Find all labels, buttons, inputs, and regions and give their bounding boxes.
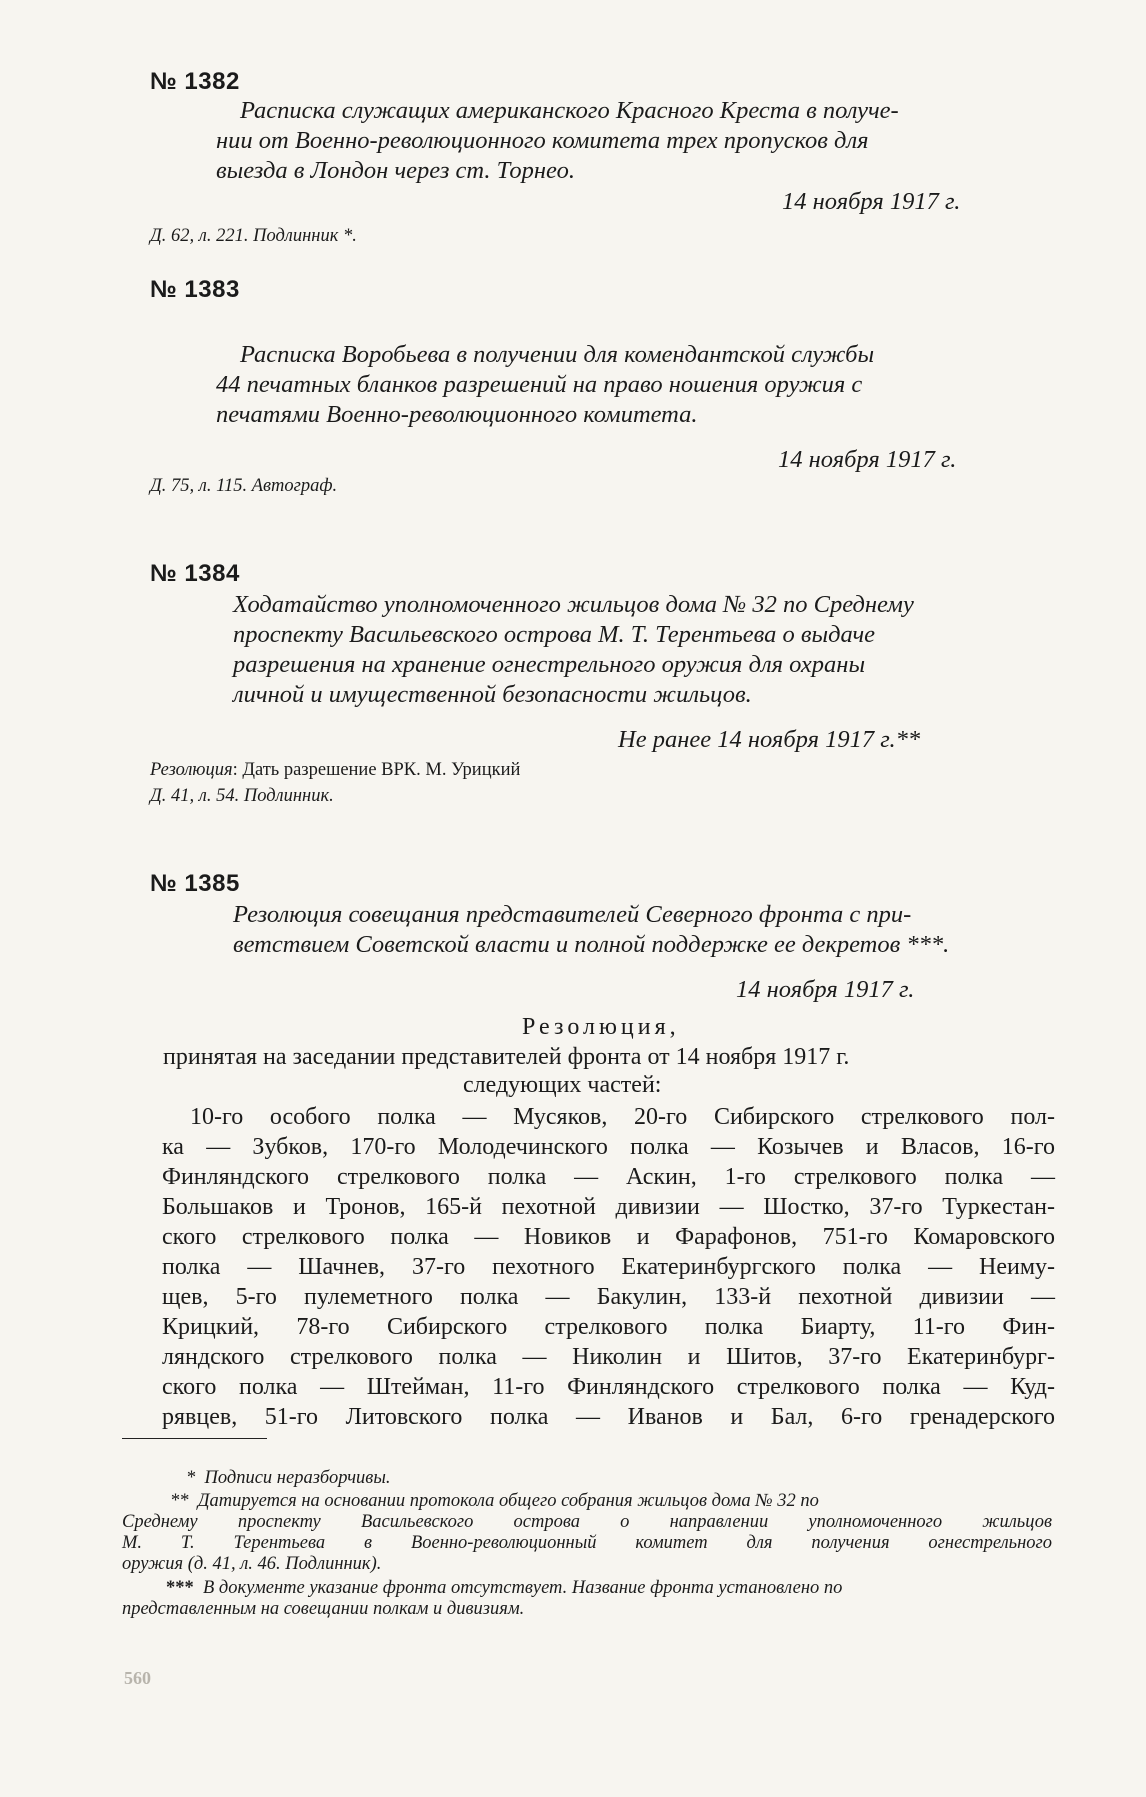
doc-1382-archive-ref: Д. 62, л. 221. Подлинник *. bbox=[150, 226, 357, 246]
doc-1384-archive-ref: Д. 41, л. 54. Подлинник. bbox=[150, 786, 334, 806]
footnote-3-text-1: В документе указание фронта отсутствует. Название фронта установлено по bbox=[203, 1578, 843, 1598]
doc-1385-date: 14 ноября 1917 г. bbox=[736, 976, 915, 1003]
resolution-body-line-9: ляндского стрелкового полка — Николин и Шитов, 37-го Екатеринбург- bbox=[162, 1344, 1055, 1370]
resolution-body-line-4: Большаков и Тронов, 165-й пехотной дивизии — Шостко, 37-го Туркестан- bbox=[162, 1194, 1055, 1220]
doc-number-1382: № 1382 bbox=[150, 68, 240, 95]
doc-1384-title-line-3: разрешения на хранение огнестрельного оружия для охраны bbox=[233, 651, 866, 678]
resolution-body-line-2: ка — Зубков, 170-го Молодечинского полка — Козычев и Власов, 16-го bbox=[162, 1134, 1055, 1160]
footnote-2-mark: ** bbox=[170, 1491, 189, 1511]
doc-1384-title-line-2: проспекту Васильевского острова М. Т. Терентьева о выдаче bbox=[233, 621, 876, 648]
resolution-heading: Резолюция, bbox=[522, 1014, 680, 1040]
resolution-body-line-10: ского полка — Штейман, 11-го Финляндского стрелкового полка — Куд- bbox=[162, 1374, 1055, 1400]
doc-number-1384: № 1384 bbox=[150, 560, 240, 587]
doc-1384-title-line-1: Ходатайство уполномоченного жильцов дома № 32 по Среднему bbox=[233, 591, 914, 618]
doc-1382-title-line-1: Расписка служащих американского Красного Креста в получе- bbox=[240, 97, 899, 124]
resolution-body-line-7: щев, 5-го пулеметного полка — Бакулин, 133-й пехотной дивизии — bbox=[162, 1284, 1055, 1310]
footnote-2-text-1: Датируется на основании протокола общего собрания жильцов дома № 32 по bbox=[197, 1491, 819, 1511]
doc-1385-title-line-1: Резолюция совещания представителей Северного фронта с при- bbox=[233, 901, 912, 928]
resolution-body-line-3: Финляндского стрелкового полка — Аскин, 1-го стрелкового полка — bbox=[162, 1164, 1055, 1190]
doc-1383-title-line-3: печатями Военно-революционного комитета. bbox=[216, 401, 698, 428]
resolution-body-line-5: ского стрелкового полка — Новиков и Фарафонов, 751-го Комаровского bbox=[162, 1224, 1055, 1250]
doc-1383-title-line-2: 44 печатных бланков разрешений на право ношения оружия с bbox=[216, 371, 863, 398]
doc-number-1385: № 1385 bbox=[150, 870, 240, 897]
footnote-3-line-2: представленным на совещании полкам и дивизиям. bbox=[122, 1599, 525, 1619]
footnote-2-line-3: М. Т. Терентьева в Военно-революционный комитет для получения огнестрельного bbox=[122, 1533, 1052, 1553]
resolution-subheading-2: следующих частей: bbox=[463, 1072, 662, 1098]
doc-1382-date: 14 ноября 1917 г. bbox=[782, 188, 961, 215]
footnote-3-line-1 bbox=[166, 1578, 842, 1599]
doc-1382-title-line-2: нии от Военно-революционного комитета трех пропусков для bbox=[216, 127, 869, 154]
doc-1383-title-line-1: Расписка Воробьева в получении для комендантской службы bbox=[240, 341, 875, 368]
footnote-2-line-2: Среднему проспекту Васильевского острова о направлении уполномоченного жильцов bbox=[122, 1512, 1052, 1532]
footnote-3-mark: *** bbox=[166, 1578, 194, 1598]
footnote-2-line-4: оружия (д. 41, л. 46. Подлинник). bbox=[122, 1554, 382, 1574]
resolution-text: : Дать разрешение ВРК. М. Урицкий bbox=[232, 760, 521, 780]
footnote-separator bbox=[122, 1438, 267, 1439]
doc-1383-archive-ref: Д. 75, л. 115. Автограф. bbox=[150, 476, 338, 496]
resolution-body-line-1: 10-го особого полка — Мусяков, 20-го Сибирского стрелкового пол- bbox=[190, 1104, 1055, 1130]
footnote-1-text: Подписи неразборчивы. bbox=[204, 1468, 391, 1488]
resolution-body-line-6: полка — Шачнев, 37-го пехотного Екатеринбургского полка — Неиму- bbox=[162, 1254, 1055, 1280]
page-number: 560 bbox=[124, 1668, 151, 1688]
doc-1384-title-line-4: личной и имущественной безопасности жильцов. bbox=[233, 681, 752, 708]
footnote-1 bbox=[186, 1468, 391, 1489]
doc-1383-date: 14 ноября 1917 г. bbox=[778, 446, 957, 473]
resolution-body-line-8: Крицкий, 78-го Сибирского стрелкового полка Биарту, 11-го Фин- bbox=[162, 1314, 1055, 1340]
resolution-body-line-11: рявцев, 51-го Литовского полка — Иванов и Бал, 6-го гренадерского bbox=[162, 1404, 1055, 1430]
doc-1384-resolution-note bbox=[150, 760, 520, 781]
doc-1382-title-line-3: выезда в Лондон через ст. Торнео. bbox=[216, 157, 575, 184]
doc-1384-date: Не ранее 14 ноября 1917 г.** bbox=[618, 726, 921, 753]
footnote-2-line-1 bbox=[170, 1491, 819, 1512]
resolution-subheading-1: принятая на заседании представителей фронта от 14 ноября 1917 г. bbox=[163, 1044, 850, 1070]
doc-number-1383: № 1383 bbox=[150, 276, 240, 303]
doc-1385-title-line-2: ветствием Советской власти и полной поддержке ее декретов ***. bbox=[233, 931, 950, 958]
footnote-1-mark: * bbox=[186, 1468, 196, 1488]
resolution-label: Резолюция bbox=[150, 760, 233, 780]
